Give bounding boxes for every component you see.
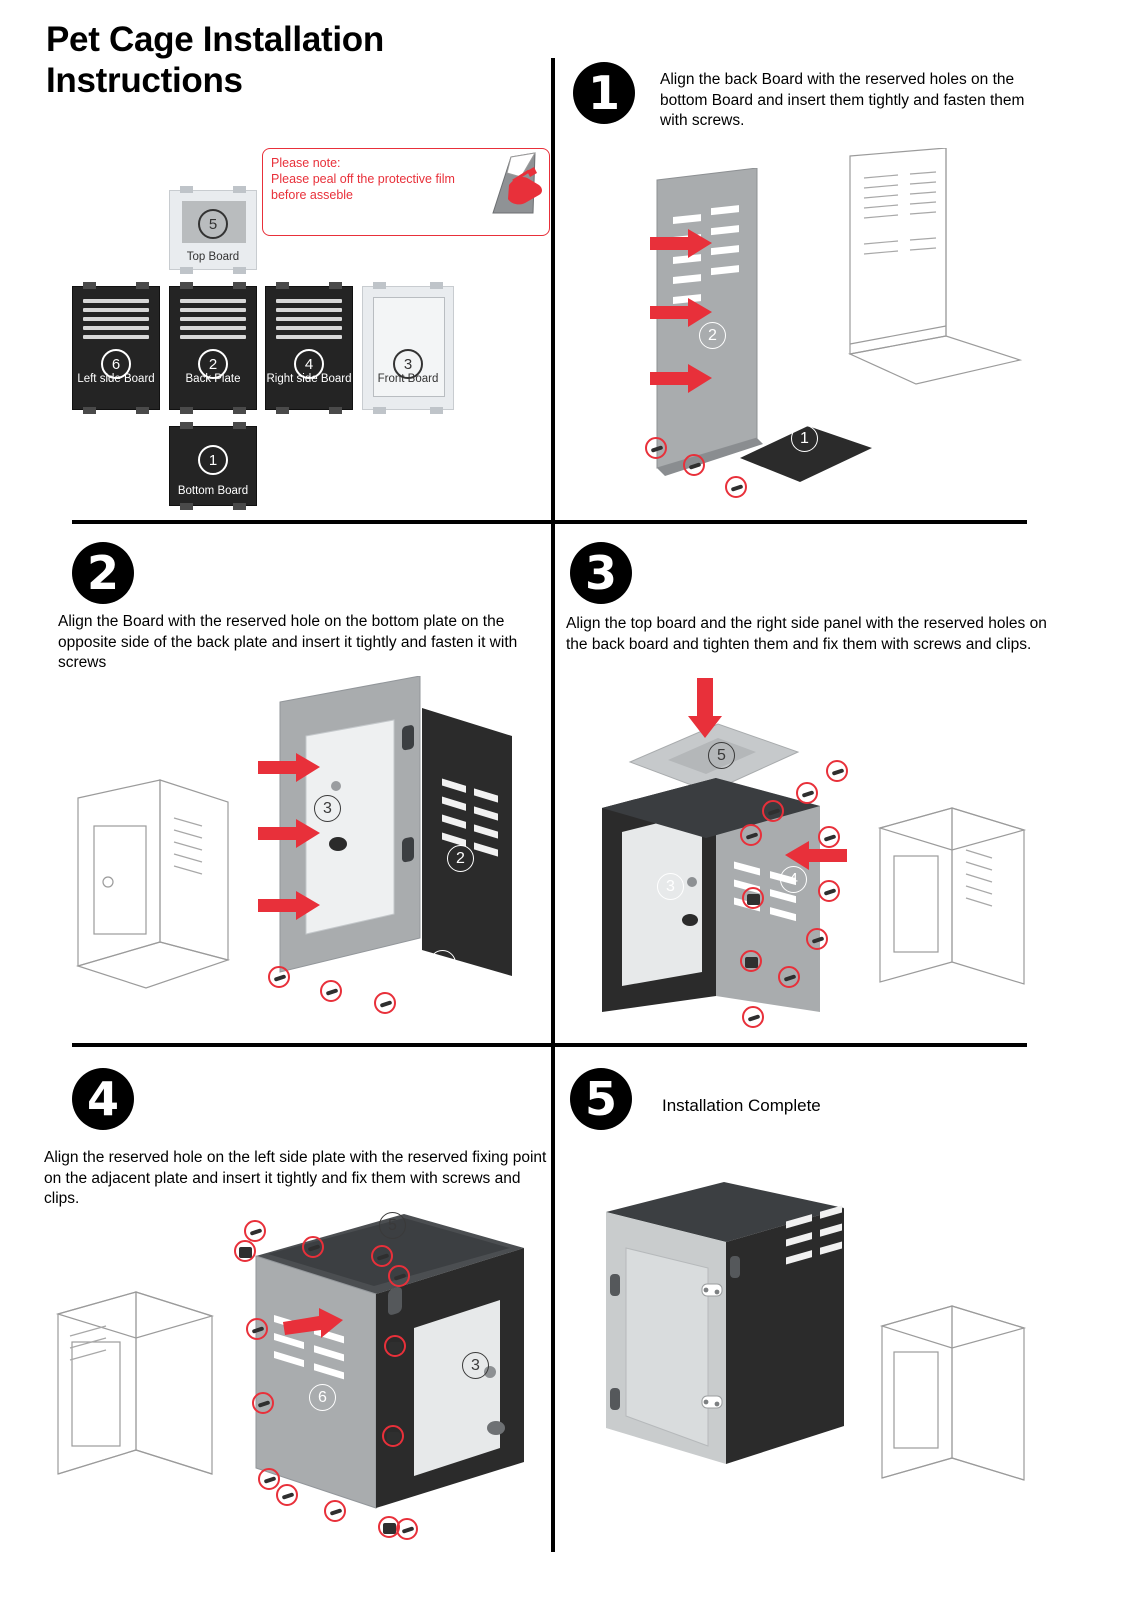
step1-arrow-2 xyxy=(650,297,714,331)
step3-ghost-assembly xyxy=(872,798,1037,1018)
step-number-4: 4 xyxy=(72,1068,134,1130)
screw-marker xyxy=(742,1006,764,1028)
note-line-3: before asseble xyxy=(271,188,354,202)
step4-arrow xyxy=(283,1308,347,1344)
step2-callout-2: 2 xyxy=(447,845,474,872)
step2-ghost-assembly xyxy=(68,770,258,1010)
step1-callout-1: 1 xyxy=(791,425,818,452)
screw-marker xyxy=(396,1518,418,1540)
part-badge: 5 xyxy=(198,209,228,239)
part-label: Front Board xyxy=(377,373,439,385)
divider-horizontal-2 xyxy=(72,1043,1027,1047)
step1-arrow-1 xyxy=(650,228,714,262)
part-bottom-board xyxy=(169,426,257,506)
screw-marker xyxy=(320,980,342,1002)
step1-ghost-assembly xyxy=(838,148,1028,388)
step-text-2: Align the Board with the reserved hole on the bottom plate on the opposite side of the back plate and insert it tightly and fasten it with screws xyxy=(58,613,518,672)
screw-marker xyxy=(762,800,784,822)
screw-marker xyxy=(302,1236,324,1258)
step3-callout-5: 5 xyxy=(708,742,735,769)
step3-callout-4: 4 xyxy=(780,866,807,893)
part-label: Left side Board xyxy=(77,373,155,385)
step-number-5: 5 xyxy=(570,1068,632,1130)
part-badge: 6 xyxy=(101,349,131,379)
step1-callout-2: 2 xyxy=(699,322,726,349)
step2-callout-1: 1 xyxy=(429,950,456,977)
step2-callout-3: 3 xyxy=(314,795,341,822)
step3-arrow-left xyxy=(783,840,847,874)
note-line-2: Please peal off the protective film xyxy=(271,172,455,186)
step4-assembly xyxy=(238,1196,538,1526)
part-badge: 4 xyxy=(294,349,324,379)
screw-marker xyxy=(324,1500,346,1522)
step-number-3: 3 xyxy=(570,542,632,604)
step2-arrow-1 xyxy=(258,752,322,786)
clip-marker xyxy=(742,887,764,909)
step4-ghost-assembly xyxy=(50,1280,225,1510)
clip-marker xyxy=(740,950,762,972)
clip-marker xyxy=(384,1335,406,1357)
step1-arrow-3 xyxy=(650,363,714,397)
screw-marker xyxy=(818,880,840,902)
step-number-2: 2 xyxy=(72,542,134,604)
clip-marker xyxy=(382,1425,404,1447)
screw-marker xyxy=(244,1220,266,1242)
part-label: Top Board xyxy=(186,251,240,263)
step-text-3: Align the top board and the right side panel with the reserved holes on the back board and tighten them and fix them with screws and clips. xyxy=(566,615,1047,653)
step-number-1: 1 xyxy=(573,62,635,124)
note-line-1: Please note: xyxy=(271,156,341,170)
step-text-4: Align the reserved hole on the left side plate with the reserved fixing point on the adjacent plate and insert it tightly and fix them with screws and clips. xyxy=(44,1149,547,1208)
screw-marker xyxy=(388,1265,410,1287)
step3-arrow-down xyxy=(688,678,724,740)
screw-marker xyxy=(826,760,848,782)
step3-assembly xyxy=(594,760,854,1040)
part-badge: 3 xyxy=(393,349,423,379)
step4-callout-5: 5 xyxy=(379,1212,406,1239)
protective-film-note xyxy=(262,148,550,236)
part-label: Back Plate xyxy=(185,373,241,385)
screw-marker xyxy=(258,1468,280,1490)
part-top-board xyxy=(169,190,257,270)
screw-marker xyxy=(725,476,747,498)
hand-peel-film-icon xyxy=(481,151,553,235)
screw-marker xyxy=(806,928,828,950)
part-label: Bottom Board xyxy=(177,485,249,497)
screw-marker xyxy=(371,1245,393,1267)
screw-marker xyxy=(740,824,762,846)
part-left-side-board xyxy=(72,286,160,410)
screw-marker xyxy=(645,437,667,459)
note-text xyxy=(271,155,496,203)
step5-completed-assembly xyxy=(596,1164,856,1484)
part-label: Right side Board xyxy=(266,373,352,385)
screw-marker xyxy=(276,1484,298,1506)
screw-marker xyxy=(818,826,840,848)
screw-marker xyxy=(252,1392,274,1414)
screw-marker xyxy=(778,966,800,988)
part-badge: 2 xyxy=(198,349,228,379)
divider-vertical-1 xyxy=(551,58,555,520)
divider-horizontal-1 xyxy=(72,520,1027,524)
part-back-plate xyxy=(169,286,257,410)
screw-marker xyxy=(374,992,396,1014)
part-badge: 1 xyxy=(198,445,228,475)
screw-marker xyxy=(796,782,818,804)
step2-arrow-2 xyxy=(258,818,322,852)
screw-marker xyxy=(246,1318,268,1340)
part-front-board xyxy=(362,286,454,410)
step4-callout-3: 3 xyxy=(462,1352,489,1379)
clip-marker xyxy=(234,1240,256,1262)
part-right-side-board xyxy=(265,286,353,410)
step2-arrow-3 xyxy=(258,890,322,924)
step-text-1: Align the back Board with the reserved holes on the bottom Board and insert them tightly and fasten them with screws. xyxy=(660,71,1025,130)
screw-marker xyxy=(683,454,705,476)
divider-vertical-2 xyxy=(551,524,555,1043)
step4-callout-6: 6 xyxy=(309,1384,336,1411)
page-title: Pet Cage Installation Instructions xyxy=(46,20,384,100)
step-text-5: Installation Complete xyxy=(662,1096,821,1115)
screw-marker xyxy=(268,966,290,988)
step3-callout-3: 3 xyxy=(657,873,684,900)
divider-vertical-3 xyxy=(551,1047,555,1552)
step5-ghost-assembly xyxy=(874,1296,1034,1511)
